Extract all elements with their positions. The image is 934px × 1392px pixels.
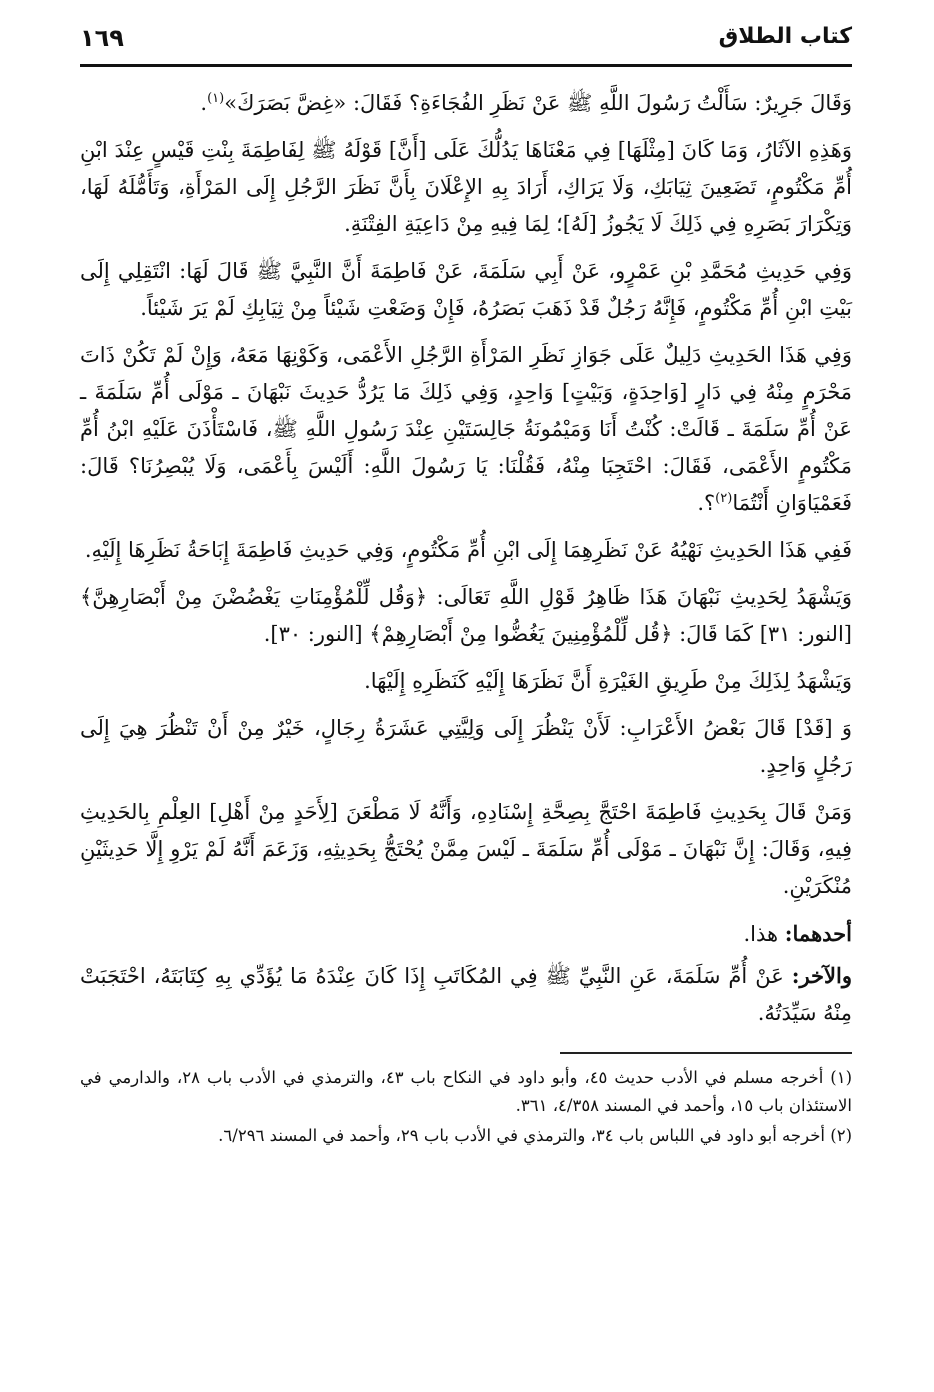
paragraph-4 xyxy=(80,337,852,522)
paragraph-text: وَقَالَ جَرِيرٌ: سَأَلْتُ رَسُولَ اللَّهِ ﷺ عَنْ نَظَرِ الفُجَاءَةِ؟ فَقَالَ: «غِضَّ بَصَرَكَ» xyxy=(224,91,852,115)
footnote-1 xyxy=(80,1064,852,1120)
book-page xyxy=(80,18,852,1152)
paragraph-10 xyxy=(80,915,852,953)
chapter-title: كتاب الطلاق xyxy=(718,24,852,49)
footnote-divider xyxy=(560,1052,852,1054)
footnote-text: أخرجه أبو داود في اللباس باب ٣٤، والترمذي في الأدب باب ٢٩، وأحمد في المسند ٦/٢٩٦. xyxy=(218,1126,825,1145)
lead-label: والآخر: xyxy=(791,963,852,988)
paragraph-8: وَ [قَدْ] قَالَ بَعْضُ الأَعْرَابِ: لَأَنْ يَنْظُرَ إِلَى وَلِيَّتِي عَشَرَةُ رِجَالٍ، خَيْرٌ مِنْ أَنْ تَنْظُرَ هِيَ إِلَى رَجُلٍ وَاحِدٍ. xyxy=(80,716,852,777)
footnote-number: (١) xyxy=(830,1068,852,1087)
main-text xyxy=(80,85,852,1032)
paragraph-text: وَفِي هَذَا الحَدِيثِ دَلِيلٌ عَلَى جَوَازِ نَظَرِ المَرْأَةِ الرَّجُلِ الأَعْمَى، وَكَوْنِهَا مَعَهُ، وَإِنْ لَمْ تَكُنْ ذَاتَ مَحْرَمٍ مِنْهُ فِي دَارٍ [وَاحِدَةٍ، وَبَيْتٍ] وَاحِدٍ، وَفِي ذَلِكَ مَا يَرُدُّ حَدِيثَ نَبْهَانَ ـ مَوْلَى أُمِّ سَلَمَةَ ـ عَنْ أُمِّ سَلَمَةَ ـ قَالَتْ: كُنْتُ أَنَا وَمَيْمُونَةُ جَالِسَتَيْنِ عِنْدَ رَسُولِ اللَّهِ ﷺ، فَاسْتَأْذَنَ عَلَيْهِ ابْنُ أُمِّ مَكْتُومٍ الأَعْمَى، فَقَالَ: احْتَجِبَا مِنْهُ، فَقُلْنَا: يَا رَسُولَ اللَّهِ: أَلَيْسَ بِأَعْمَى، وَلَا يُبْصِرُنَا؟ قَالَ: فَعَمْيَاوَانِ أَنْتُمَا xyxy=(80,343,852,515)
paragraph-9: وَمَنْ قَالَ بِحَدِيثِ فَاطِمَةَ احْتَجَّ بِصِحَّةِ إِسْنَادِهِ، وَأَنَّهُ لَا مَطْعَنَ [لِأَحَدٍ مِنْ أَهْلِ] العِلْمِ بِالحَدِيثِ فِيهِ، وَقَالَ: إِنَّ نَبْهَانَ ـ مَوْلَى أُمِّ سَلَمَةَ ـ لَيْسَ مِمَّنْ يُحْتَجُّ بِحَدِيثِهِ، وَزَعَمَ أَنَّهُ لَمْ يَرْوِ إِلَّا حَدِيثَيْنِ مُنْكَرَيْنِ. xyxy=(80,800,852,898)
paragraph-2: وَهَذِهِ الآثَارُ، وَمَا كَانَ [مِثْلَهَا] فِي مَعْنَاهَا يَدُلُّكَ عَلَى [أَنَّ] قَوْلَهُ ﷺ لِفَاطِمَةَ بِنْتِ قَيْسٍ عِنْدَ ابْنِ أُمِّ مَكْتُومٍ، تَضَعِينَ ثِيَابَكِ، وَلَا يَرَاكِ، أَرَادَ بِهِ الإِعْلَانَ بِأَنَّ نَظَرَ الرَّجُلِ إِلَى المَرْأَةِ، وَتَأَمُّلَهُ لَهَا، وَتِكْرَارَ بَصَرِهِ فِي ذَلِكَ لَا يَجُوزُ [لَهُ]؛ لِمَا فِيهِ مِنْ دَاعِيَةِ الفِتْنَةِ. xyxy=(80,138,852,236)
footnotes xyxy=(80,1064,852,1150)
paragraph-1 xyxy=(80,85,852,122)
footnote-ref-2: (٢) xyxy=(715,491,733,506)
paragraph-tail: . xyxy=(200,91,208,115)
page-number: ١٦٩ xyxy=(80,24,124,52)
paragraph-text: هذا. xyxy=(743,922,779,946)
running-head xyxy=(80,18,852,67)
paragraph-tail: ؟. xyxy=(697,491,716,515)
paragraph-3: وَفِي حَدِيثِ مُحَمَّدِ بْنِ عَمْرٍو، عَنْ أَبِي سَلَمَةَ، عَنْ فَاطِمَةَ أَنَّ النَّبِيَّ ﷺ قَالَ لَهَا: انْتَقِلِي إِلَى بَيْتِ ابْنِ أُمِّ مَكْتُومٍ، فَإِنَّهُ رَجُلٌ قَدْ ذَهَبَ بَصَرُهُ، فَإِنْ وَضَعْتِ شَيْئاً مِنْ ثِيَابِكِ لَمْ يَرَ شَيْئاً. xyxy=(80,259,852,320)
paragraph-text: عَنْ أُمِّ سَلَمَةَ، عَنِ النَّبِيِّ ﷺ فِي المُكَاتَبِ إِذَا كَانَ عِنْدَهُ مَا يُؤَدِّي بِهِ كِتَابَتَهُ، احْتَجَبَتْ مِنْهُ سَيِّدَتُهُ. xyxy=(80,964,852,1025)
footnote-text: أخرجه مسلم في الأدب حديث ٤٥، وأبو داود في النكاح باب ٤٣، والترمذي في الأدب باب ٢٨، والدارمي في الاستئذان باب ١٥، وأحمد في المسند ٤/٣٥٨، ٣٦١. xyxy=(80,1068,852,1115)
paragraph-7: وَيَشْهَدُ لِذَلِكَ مِنْ طَرِيقِ الغَيْرَةِ أَنَّ نَظَرَهَا إِلَيْهِ كَنَظَرِهِ إِلَيْهَا. xyxy=(364,669,852,693)
lead-label: أحدهما: xyxy=(784,921,852,946)
footnote-2 xyxy=(80,1122,852,1150)
footnote-number: (٢) xyxy=(830,1126,852,1145)
paragraph-6: وَيَشْهَدُ لِحَدِيثِ نَبْهَانَ هَذَا ظَاهِرُ قَوْلِ اللَّهِ تَعَالَى: ﴿وَقُل لِّلْمُؤْمِنَاتِ يَغْضُضْنَ مِنْ أَبْصَارِهِنَّ﴾ [النور: ٣١] كَمَا قَالَ: ﴿قُل لِّلْمُؤْمِنِينَ يَغُضُّوا مِنْ أَبْصَارِهِمْ﴾ [النور: ٣٠]. xyxy=(80,585,852,646)
paragraph-11 xyxy=(80,957,852,1032)
footnote-ref-1: (١) xyxy=(207,91,225,106)
paragraph-5: فَفِي هَذَا الحَدِيثِ نَهْيُهُ عَنْ نَظَرِهِمَا إِلَى ابْنِ أُمِّ مَكْتُومٍ، وَفِي حَدِيثِ فَاطِمَةَ إِبَاحَةُ نَظَرِهَا إِلَيْهِ. xyxy=(84,538,852,562)
